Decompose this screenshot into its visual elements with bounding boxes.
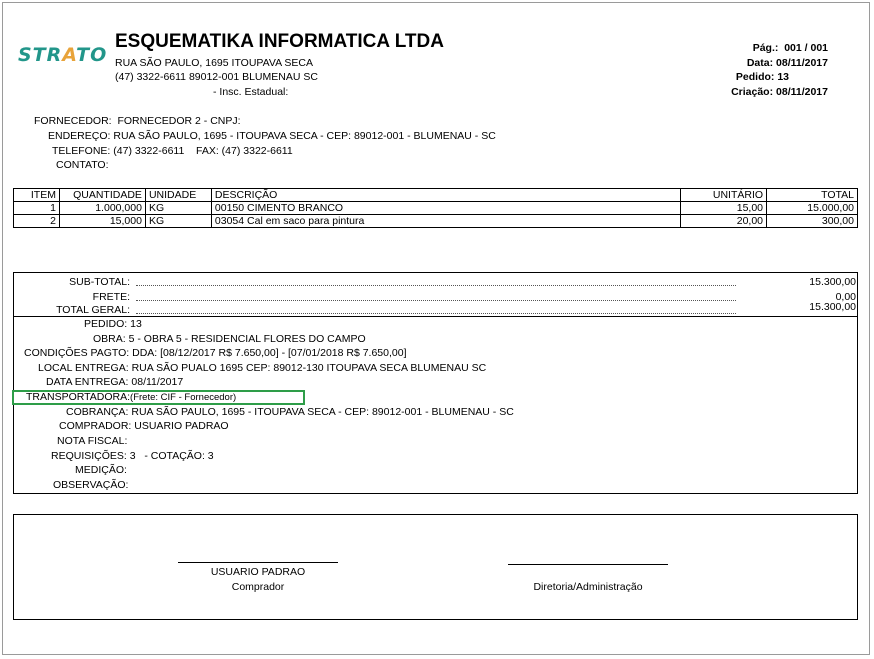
supplier-phone-line: TELEFONE: (47) 3322-6611 FAX: (47) 3322-6611 xyxy=(52,145,293,157)
company-state-registration: - Insc. Estadual: xyxy=(213,86,289,98)
creation-date: Criação: 08/11/2017 xyxy=(731,86,828,98)
cell-item: 1 xyxy=(14,202,60,215)
cell-description: 00150 CIMENTO BRANCO xyxy=(211,202,680,215)
buyer-signature-line xyxy=(178,562,338,563)
freight-dots xyxy=(136,300,736,301)
cell-unit-price: 20,00 xyxy=(681,215,767,228)
detail-requisitions: REQUISIÇÕES: 3 - COTAÇÃO: 3 xyxy=(51,450,214,462)
carrier-highlight-box xyxy=(12,390,305,405)
detail-carrier: TRANSPORTADORA:(Frete: CIF - Fornecedor) xyxy=(26,391,237,403)
company-address: RUA SÃO PAULO, 1695 ITOUPAVA SECA xyxy=(115,57,314,69)
document-date: Data: 08/11/2017 xyxy=(746,57,828,69)
cell-item: 2 xyxy=(14,215,60,228)
buyer-role: Comprador xyxy=(231,581,285,593)
grand-total-label: TOTAL GERAL: xyxy=(56,304,130,316)
detail-invoice: NOTA FISCAL: xyxy=(57,435,128,447)
totals-divider xyxy=(13,316,858,317)
items-table-header xyxy=(14,189,858,202)
detail-obra: OBRA: 5 - OBRA 5 - RESIDENCIAL FLORES DO CAMPO xyxy=(93,333,366,345)
subtotal-label: SUB-TOTAL: xyxy=(69,276,130,288)
strato-logo: STRATO xyxy=(18,44,108,66)
freight-label: FRETE: xyxy=(92,291,130,303)
col-header-item: ITEM xyxy=(14,189,60,202)
supplier-address-line: ENDEREÇO: RUA SÃO PAULO, 1695 - ITOUPAVA SECA - CEP: 89012-001 - BLUMENAU - SC xyxy=(48,130,496,142)
supplier-line: FORNECEDOR: FORNECEDOR 2 - CNPJ: xyxy=(34,115,241,127)
company-name: ESQUEMATIKA INFORMATICA LTDA xyxy=(115,31,444,52)
items-table xyxy=(13,188,858,228)
col-header-unit-price: UNITÁRIO xyxy=(681,189,767,202)
table-row xyxy=(14,202,858,215)
freight-value: 0,00 xyxy=(835,291,856,303)
col-header-unit: UNIDADE xyxy=(145,189,211,202)
detail-buyer: COMPRADOR: USUARIO PADRAO xyxy=(59,420,229,432)
cell-unit: KG xyxy=(145,215,211,228)
grand-total-dots xyxy=(136,313,736,314)
col-header-description: DESCRIÇÃO xyxy=(211,189,680,202)
cell-quantity: 15,000 xyxy=(59,215,145,228)
buyer-name: USUARIO PADRAO xyxy=(210,566,306,578)
cell-total: 300,00 xyxy=(767,215,858,228)
cell-quantity: 1.000,000 xyxy=(59,202,145,215)
detail-observation: OBSERVAÇÃO: xyxy=(53,479,129,491)
cell-description: 03054 Cal em saco para pintura xyxy=(211,215,680,228)
cell-total: 15.000,00 xyxy=(767,202,858,215)
col-header-quantity: QUANTIDADE xyxy=(59,189,145,202)
col-header-total: TOTAL xyxy=(767,189,858,202)
cell-unit: KG xyxy=(145,202,211,215)
detail-payment-terms: CONDIÇÕES PAGTO: DDA: [08/12/2017 R$ 7.650,00] - [07/01/2018 R$ 7.650,00] xyxy=(24,347,407,359)
director-role: Diretoria/Administração xyxy=(533,581,643,593)
detail-pedido: PEDIDO: 13 xyxy=(84,318,142,330)
grand-total-value: 15.300,00 xyxy=(809,301,856,313)
page-number: Pág.: 001 / 001 xyxy=(752,42,828,54)
signatures-box xyxy=(13,514,858,620)
detail-delivery-location: LOCAL ENTREGA: RUA SÃO PUALO 1695 CEP: 89012-130 ITOUPAVA SECA BLUMENAU SC xyxy=(38,362,487,374)
director-signature-line xyxy=(508,564,668,565)
subtotal-value: 15.300,00 xyxy=(809,276,856,288)
supplier-contact-line: CONTATO: xyxy=(56,159,109,171)
cell-unit-price: 15,00 xyxy=(681,202,767,215)
subtotal-dots xyxy=(136,285,736,286)
detail-measurement: MEDIÇÃO: xyxy=(75,464,127,476)
company-phone: (47) 3322-6611 89012-001 BLUMENAU SC xyxy=(115,71,318,83)
detail-delivery-date: DATA ENTREGA: 08/11/2017 xyxy=(46,376,184,388)
order-number: Pedido: 13 xyxy=(735,71,789,83)
detail-billing: COBRANÇA: RUA SÃO PAULO, 1695 - ITOUPAVA SECA - CEP: 89012-001 - BLUMENAU - SC xyxy=(66,406,514,418)
table-row xyxy=(14,215,858,228)
